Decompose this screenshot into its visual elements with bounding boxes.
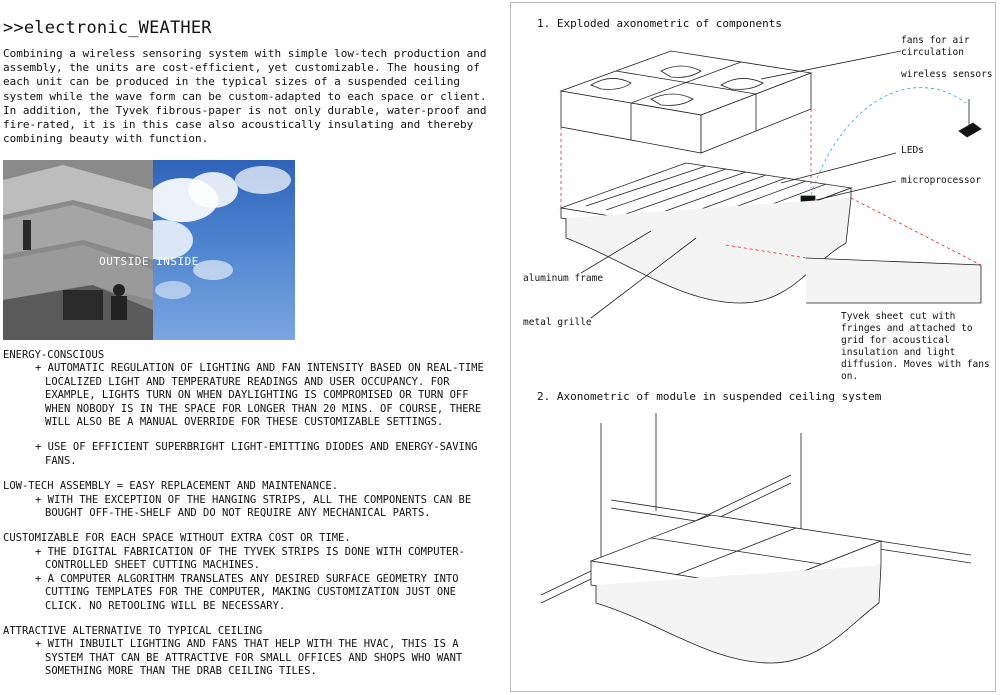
sky-clouds-image [153, 160, 295, 340]
callout-leds: LEDs [901, 145, 924, 156]
feature-item: + AUTOMATIC REGULATION OF LIGHTING AND FAN INTENSITY BASED ON REAL-TIME LOCALIZED LIGHT AND TEMPERATURE READINGS AND USER OCCUPANCY. FOR EXAMPLE, LIGHTS TURN ON WHEN DAYLIGHTING IS COMPROMISED OR TURN OFF WHEN NOBODY IS IN THE SPACE FOR LONGER THAN 20 MINS. OF COURSE, THERE WILL ALSO BE A MANUAL OVERRIDE FOR THESE CUSTOMIZABLE SETTINGS. [35, 362, 484, 429]
callout-fans: fans for air circulation [901, 35, 970, 58]
photo-caption: OUTSIDE INSIDE [99, 255, 199, 268]
feature-item: + THE DIGITAL FABRICATION OF THE TYVEK STRIPS IS DONE WITH COMPUTER-CONTROLLED SHEET CUTTING MACHINES. [35, 545, 465, 572]
feature-item: + A COMPUTER ALGORITHM TRANSLATES ANY DESIRED SURFACE GEOMETRY INTO CUTTING TEMPLATES FOR THE COMPUTER, MAKING CUSTOMIZATION JUST ONE CLICK. NO RETOOLING WILL BE NECESSARY. [35, 572, 459, 612]
cubicles-illustration [3, 160, 153, 340]
outside-inside-photo [3, 160, 295, 340]
feature-heading: ENERGY-CONSCIOUS [3, 349, 105, 361]
office-cubicles-image [3, 160, 153, 340]
feature-heading: ATTRACTIVE ALTERNATIVE TO TYPICAL CEILING [3, 624, 263, 637]
callout-tyvek-sheet: Tyvek sheet cut with fringes and attached to grid for acoustical insulation and light diffusion. Moves with fans on. [841, 311, 990, 382]
callout-aluminum-frame: aluminum frame [523, 273, 604, 284]
page-title: >>electronic_WEATHER [3, 18, 212, 38]
feature-item: + WITH THE EXCEPTION OF THE HANGING STRIPS, ALL THE COMPONENTS CAN BE BOUGHT OFF-THE-SHELF AND DO NOT REQUIRE ANY MECHANICAL PARTS. [35, 493, 472, 520]
feature-list [3, 349, 498, 679]
feature-heading: CUSTOMIZABLE FOR EACH SPACE WITHOUT EXTRA COST OR TIME. [3, 532, 351, 545]
feature-heading: LOW-TECH ASSEMBLY = EASY REPLACEMENT AND MAINTENANCE. [3, 480, 339, 493]
feature-item: + USE OF EFFICIENT SUPERBRIGHT LIGHT-EMITTING DIODES AND ENERGY-SAVING FANS. [35, 441, 478, 467]
clouds-illustration [153, 160, 295, 340]
callout-wireless-sensors: wireless sensors [901, 69, 993, 80]
feature-item: + WITH INBUILT LIGHTING AND FANS THAT HELP WITH THE HVAC, THIS IS A SYSTEM THAT CAN BE ATTRACTIVE FOR SMALL OFFICES AND SHOPS WHO WANT SOMETHING MORE THAN THE DRAB CEILING TILES. [35, 638, 463, 678]
callout-metal-grille: metal grille [523, 317, 592, 328]
diagram1-title: 1. Exploded axonometric of components [537, 17, 783, 30]
diagram2-title: 2. Axonometric of module in suspended ceiling system [537, 390, 882, 403]
diagram-panel [510, 2, 996, 692]
callout-microprocessor: microprocessor [901, 175, 982, 186]
intro-paragraph: Combining a wireless sensoring system with simple low-tech production and assembly, the units are cost-efficient, yet customizable. The housing of each unit can be produced in the typical sizes of a suspended ceiling system while the wave form can be custom-adapted to each space or client. In addition, the Tyvek fibrous-paper is not only durable, water-proof and fire-rated, it is in this case also acoustically insulating and thereby combining beauty with function. [3, 47, 487, 146]
